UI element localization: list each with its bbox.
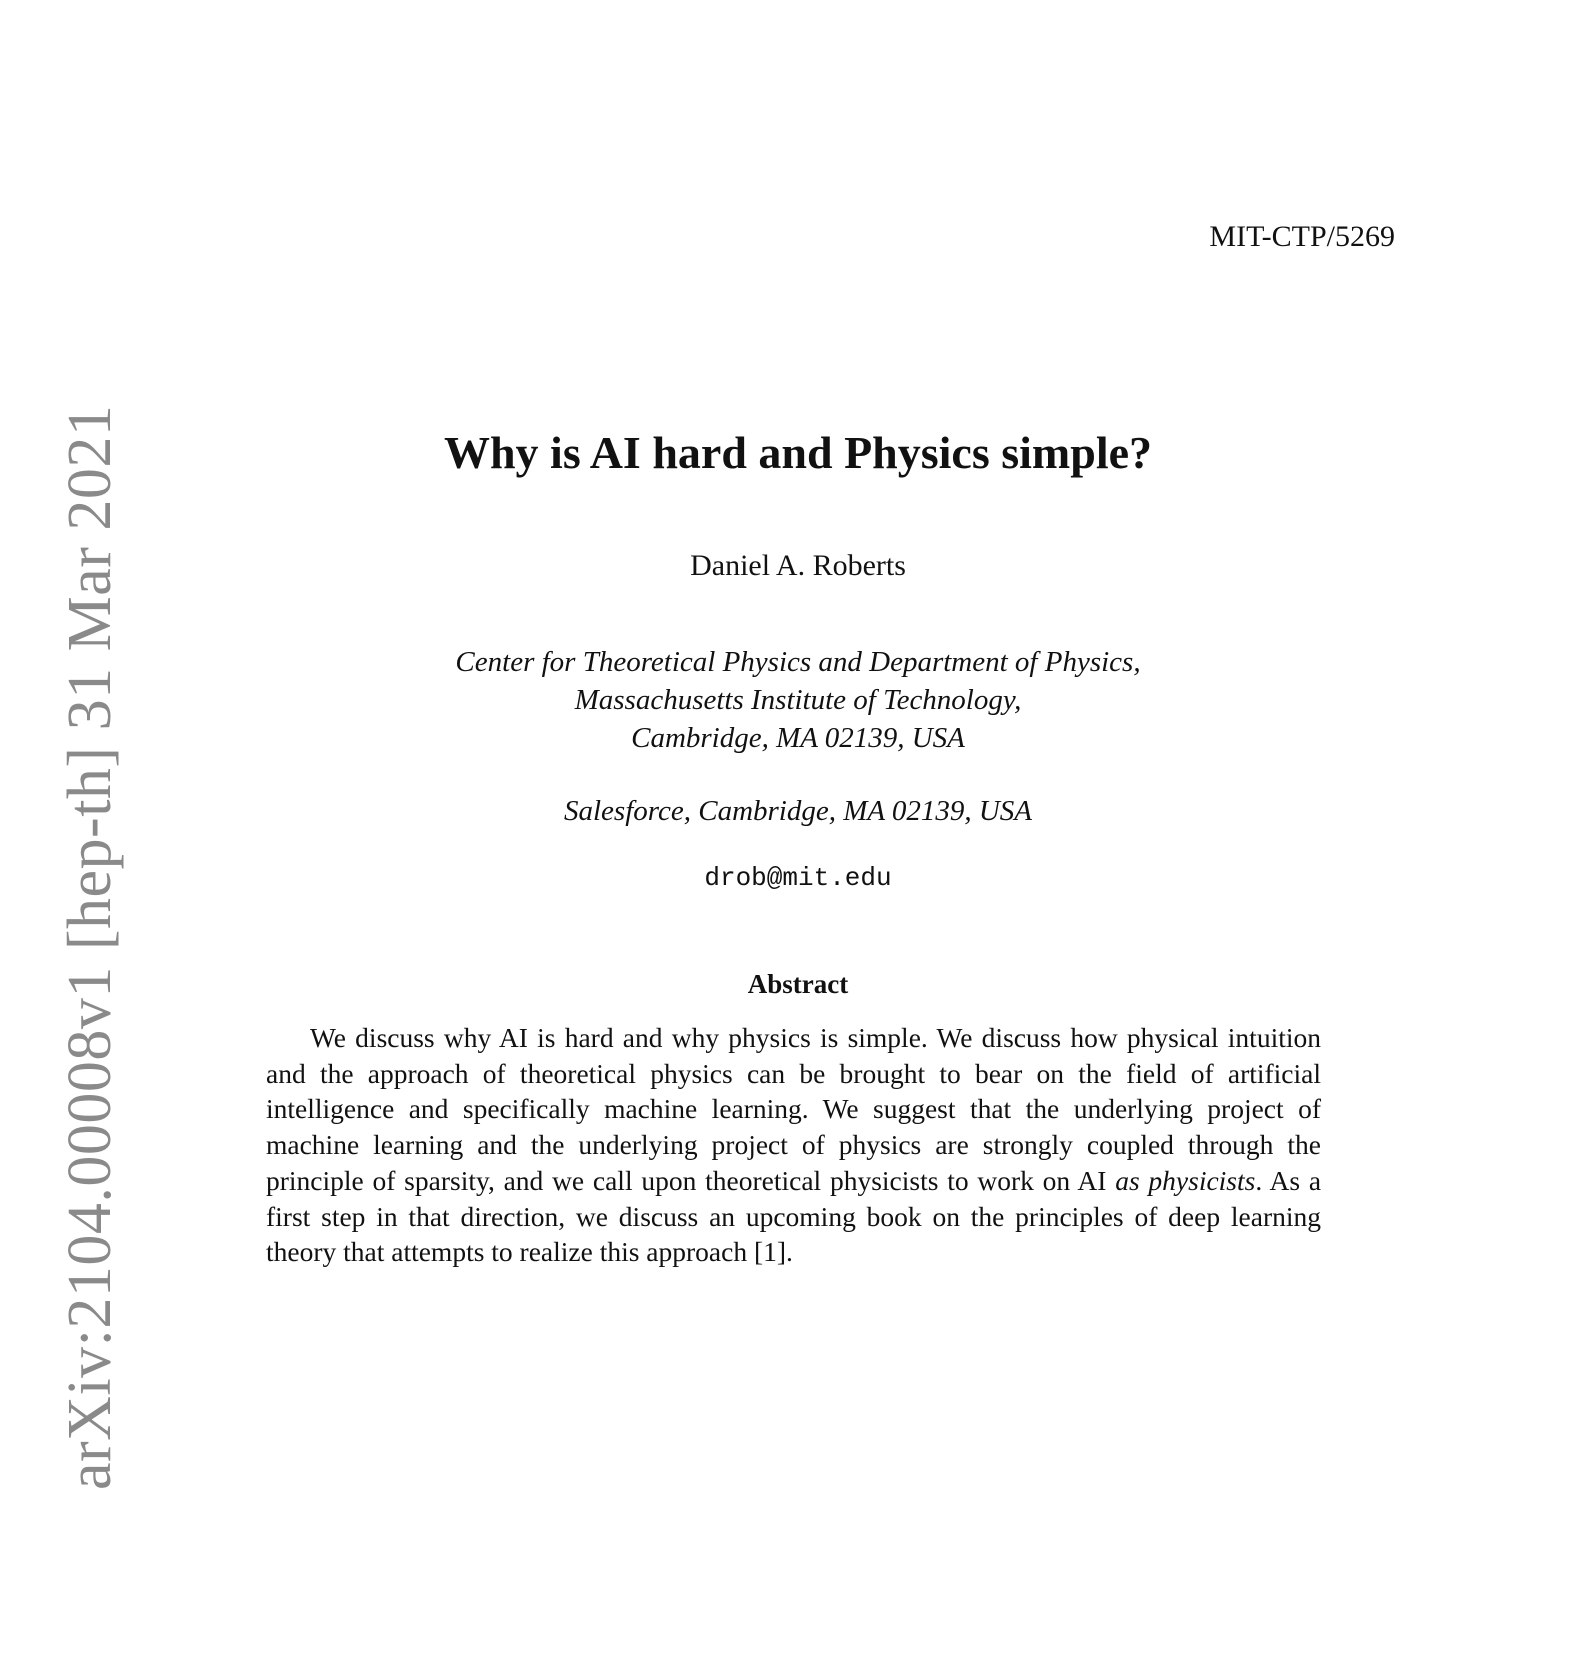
- report-number: MIT-CTP/5269: [1209, 220, 1395, 253]
- abstract-body: [266, 1020, 1321, 1270]
- abstract-heading: Abstract: [747, 969, 849, 999]
- author-name: Daniel A. Roberts: [690, 549, 906, 582]
- affiliation-block: [0, 643, 1596, 757]
- arxiv-identifier-stamp: arXiv:2104.00008v1 [hep-th] 31 Mar 2021: [56, 404, 124, 1490]
- affiliation-line: Massachusetts Institute of Technology,: [574, 684, 1022, 716]
- affiliation-line: Cambridge, MA 02139, USA: [631, 722, 965, 754]
- abstract-emphasis: as physicists: [1115, 1164, 1256, 1196]
- abstract-text-end: . As a first step in that direction, we discuss an upcoming book on the principles of deep learning theory that attempts to realize this approach [1].: [266, 1164, 1322, 1268]
- affiliation-line: Center for Theoretical Physics and Department of Physics,: [455, 646, 1141, 678]
- second-affiliation: Salesforce, Cambridge, MA 02139, USA: [564, 795, 1032, 827]
- author-email: drob@mit.edu: [704, 863, 892, 893]
- paper-title: Why is AI hard and Physics simple?: [443, 427, 1153, 478]
- abstract-text: We discuss why AI is hard and why physics is simple. We discuss how physical intuition and the approach of theoretical physics can be brought to bear on the field of artificial intelligence and specifically machine learning. We suggest that the underlying project of machine learning and the underlying project of physics are strongly coupled through the principle of sparsity, and we call upon theoretical physicists to work on AI: [266, 1022, 1321, 1196]
